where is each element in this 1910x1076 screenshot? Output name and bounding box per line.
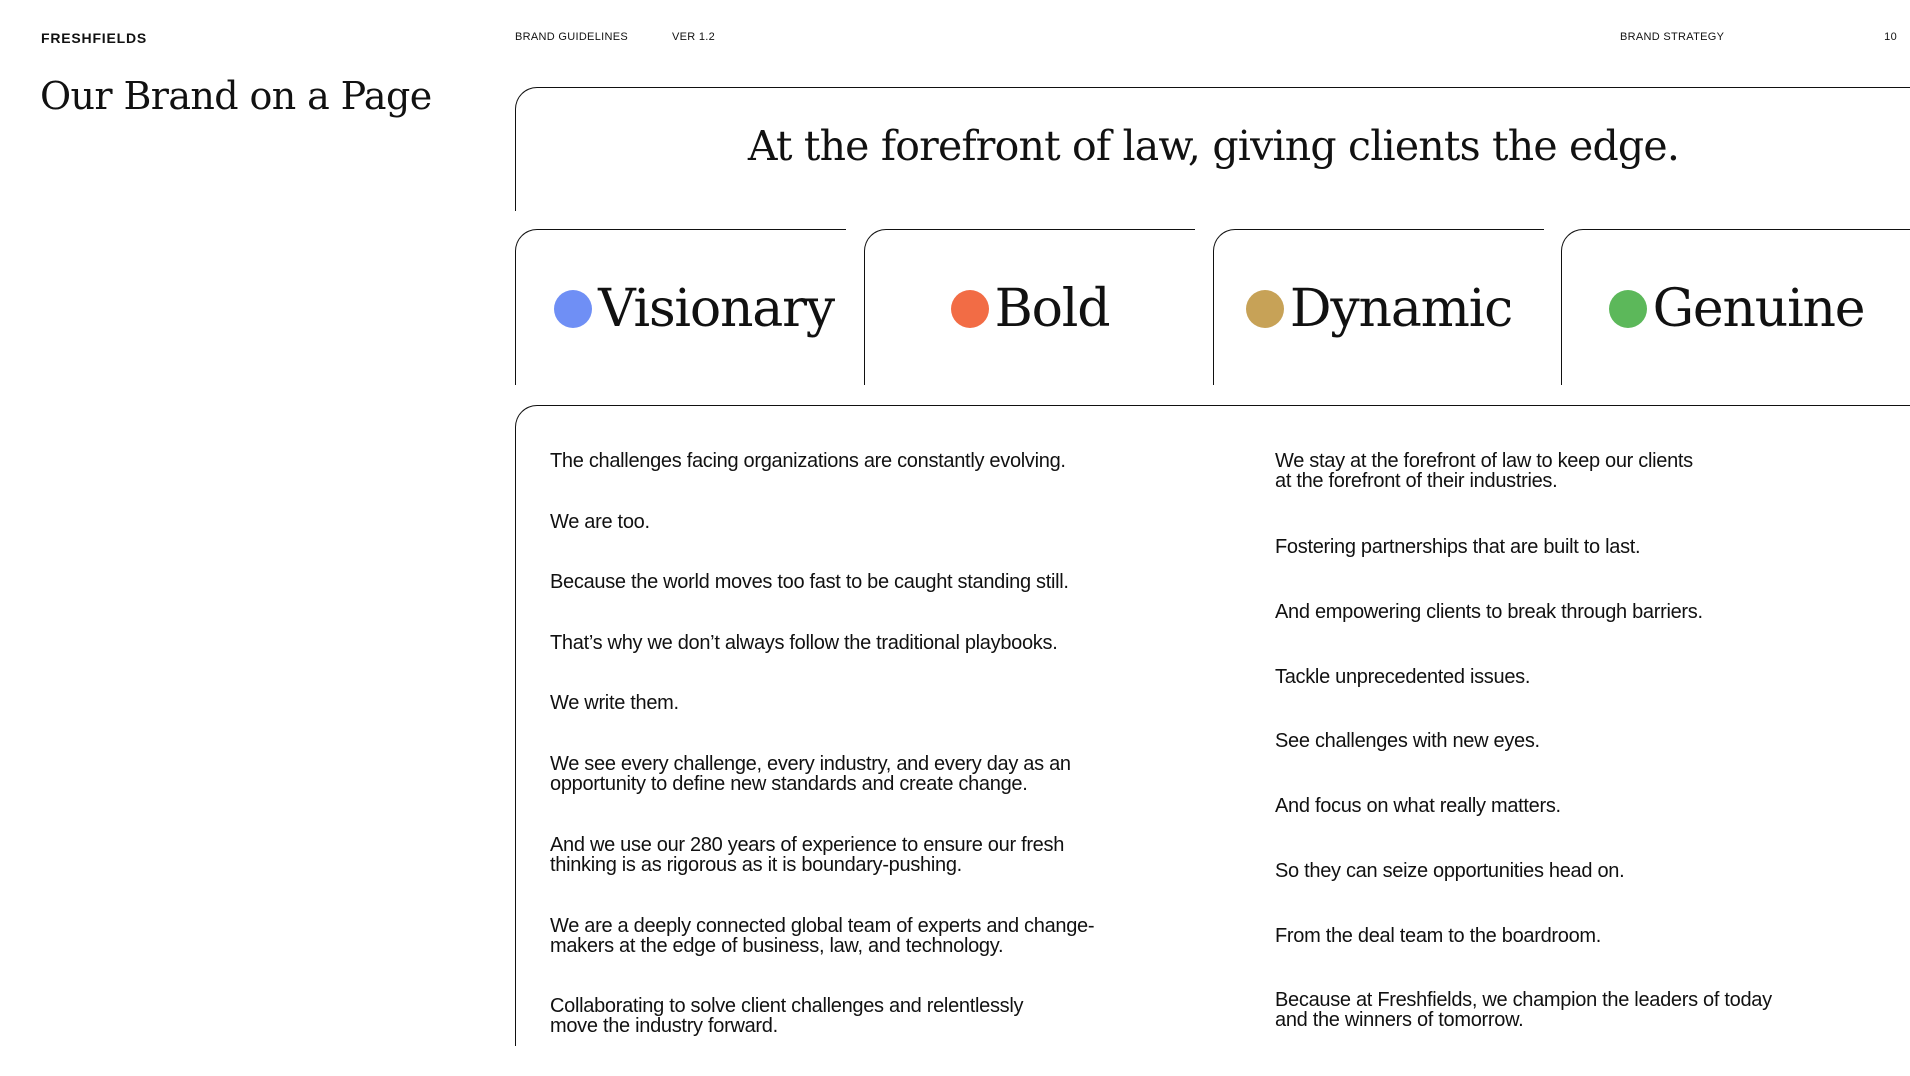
manifesto-line: So they can seize opportunities head on. <box>1275 860 1625 882</box>
page-number: 10 <box>1884 31 1897 43</box>
manifesto-line: Because at Freshfields, we champion the leaders of today and the winners of tomorrow. <box>1275 989 1772 1031</box>
manifesto-line: And focus on what really matters. <box>1275 795 1561 817</box>
manifesto-line: And empowering clients to break through barriers. <box>1275 601 1703 623</box>
manifesto-line: We are too. <box>550 511 650 533</box>
manifesto-line: We stay at the forefront of law to keep our clients at the forefront of their industries. <box>1275 450 1693 492</box>
manifesto-line: We write them. <box>550 692 679 714</box>
value-dot-visionary <box>554 290 592 328</box>
value-card-genuine <box>1561 229 1910 385</box>
manifesto-line: And we use our 280 years of experience to ensure our fresh thinking is as rigorous as it is boundary-pushing. <box>550 834 1065 876</box>
value-dot-bold <box>951 290 989 328</box>
value-dot-genuine <box>1609 290 1647 328</box>
value-label-dynamic: Dynamic <box>1289 278 1513 339</box>
value-dot-dynamic <box>1246 290 1284 328</box>
value-label-visionary: Visionary <box>598 278 834 339</box>
tagline: At the forefront of law, giving clients the edge. <box>747 122 1680 170</box>
page-title: Our Brand on a Page <box>40 74 432 118</box>
value-label-bold: Bold <box>994 278 1110 339</box>
manifesto-line: The challenges facing organizations are constantly evolving. <box>550 450 1066 472</box>
brand-logo: FRESHFIELDS <box>41 30 148 46</box>
value-card-visionary <box>515 229 846 385</box>
manifesto-line: Tackle unprecedented issues. <box>1275 666 1531 688</box>
manifesto-line: Because the world moves too fast to be caught standing still. <box>550 571 1069 593</box>
value-card-dynamic <box>1213 229 1544 385</box>
manifesto-line: We see every challenge, every industry, and every day as an opportunity to define new standards and create change. <box>550 753 1071 795</box>
manifesto-line: That’s why we don’t always follow the traditional playbooks. <box>550 632 1058 654</box>
section-label: BRAND STRATEGY <box>1620 31 1725 43</box>
manifesto-line: Fostering partnerships that are built to last. <box>1275 536 1641 558</box>
manifesto-line: See challenges with new eyes. <box>1275 730 1540 752</box>
doc-title: BRAND GUIDELINES <box>515 31 628 43</box>
manifesto-panel <box>515 405 1910 1046</box>
manifesto-line: From the deal team to the boardroom. <box>1275 925 1602 947</box>
value-card-bold <box>864 229 1195 385</box>
value-label-genuine: Genuine <box>1652 278 1865 339</box>
tagline-panel <box>515 87 1910 211</box>
manifesto-line: Collaborating to solve client challenges and relentlessly move the industry forward. <box>550 995 1024 1037</box>
manifesto-line: We are a deeply connected global team of experts and change- makers at the edge of business, law, and technology. <box>550 915 1095 957</box>
version-label: VER 1.2 <box>672 31 716 43</box>
